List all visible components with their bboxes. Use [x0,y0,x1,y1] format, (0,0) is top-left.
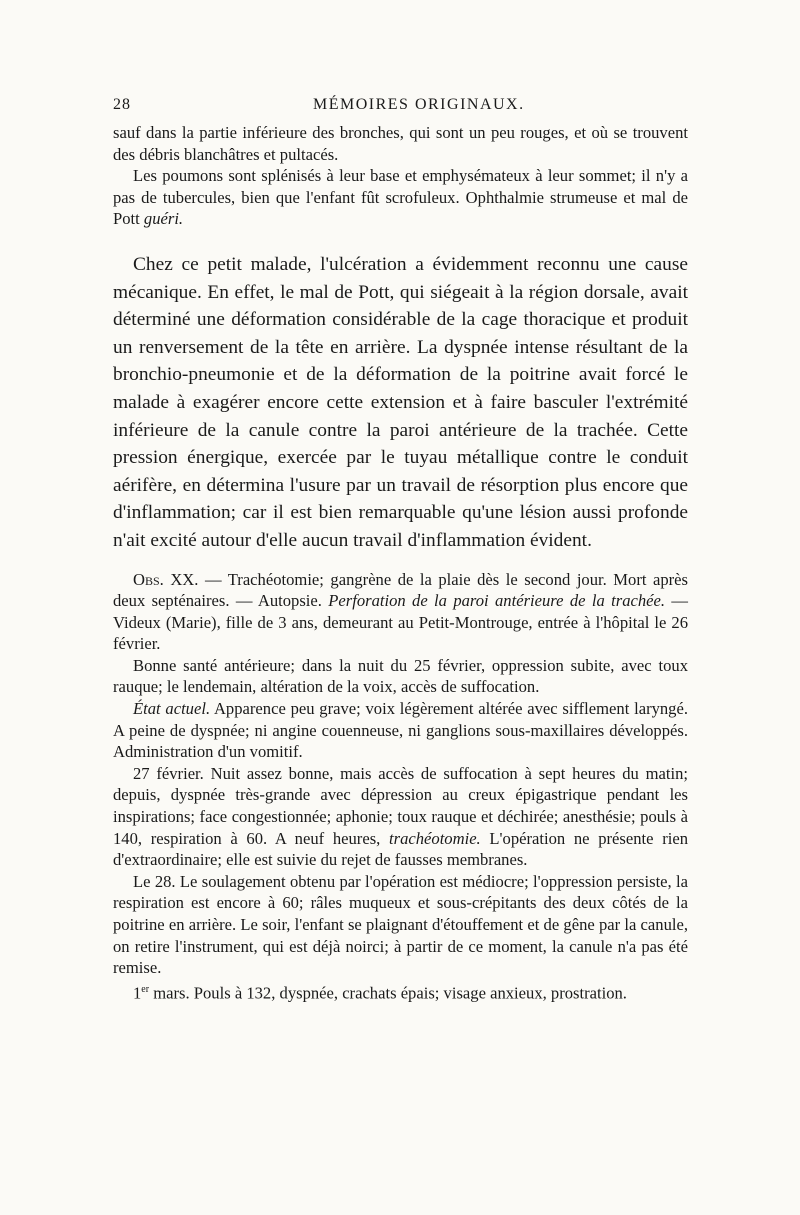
gueri-italic: guéri. [143,209,184,229]
tracheotomie-italic: trachéotomie. [389,828,481,848]
lungs-text: Les poumons sont splénisés à leur base et emphysémateux à leur sommet; il n'y a pas de tubercules, bien que l'enfant fût scrofuleux. Ophthalmie strumeuse et mal de Pott [113,166,688,229]
observation-section [113,569,688,1004]
observation-italic-title: Perforation de la paroi antérieure de la trachée. [328,591,666,611]
observation-label: Obs. XX. [133,569,199,589]
feb-27-text-a: 27 février. Nuit assez bonne, mais accès de suffocation à sept heures du matin; depuis, dyspnée très-grande avec dépression au creux épigastrique pendant les inspirations; face congestionnée; aphonie; toux rauque et déchirée; anesthésie; pouls à 140, respiration à 60. A neuf heures, [113,763,688,848]
march-1-num: 1 [133,983,142,1003]
running-title: MÉMOIRES ORIGINAUX. [313,96,525,113]
march-1-text: mars. Pouls à 132, dyspnée, crachats épais; visage anxieux, prostration. [149,983,627,1003]
feb-27-text-b: L'opération ne présente rien d'extraordinaire; elle est suivie du rejet de fausses membranes. [113,828,688,870]
page-header [113,96,688,122]
current-state-paragraph [113,698,688,763]
etat-actuel-label: État actuel. [133,699,211,719]
march-1-paragraph [113,979,688,1004]
lungs-paragraph [113,165,688,230]
prior-health-paragraph: Bonne santé antérieure; dans la nuit du 25 février, oppression subite, avec toux rauque; le lendemain, altération de la voix, accès de suffocation. [113,655,688,697]
march-1-sup: er [141,983,150,995]
observation-intro: — Trachéotomie; gangrène de la plaie dès le second jour. Mort après deux septénaires. — Autopsie. [113,569,688,611]
feb-28-paragraph: Le 28. Le soulagement obtenu par l'opération est médiocre; l'oppression persiste, la respiration est encore à 60; râles muqueux et sous-crépitants des deux côtés de la poitrine en arrière. Le soir, l'enfant se plaignant d'étouffement et de gêne par la canule, on retire l'instrument, qui est déjà noirci; à partir de ce moment, la canule n'a pas été remise. [113,871,688,978]
etat-actuel-text: Apparence peu grave; voix légèrement altérée avec sifflement laryngé. A peine de dyspnée; ni angine couenneuse, ni ganglions sous-maxillaires développés. Administration d'un vomitif. [113,699,688,762]
commentary-paragraph: Chez ce petit malade, l'ulcération a évidemment reconnu une cause mécanique. En effet, le mal de Pott, qui siégeait à la région dorsale, avait déterminé une déformation considérable de la cage thoracique et produit un renversement de la tête en arrière. La dyspnée intense résultant de la bronchio-pneumonie et de la déformation de la poitrine avait forcé le malade à exagérer encore cette extension et à faire basculer l'extrémité inférieure de la canule contre la paroi antérieure de la trachée. Cette pression énergique, exercée par le tuyau métallique contre le conduit aérifère, en détermina l'usure par un travail de résorption plus encore que d'inflammation; car il est bien remarquable qu'une lésion aussi profonde n'ait excité autour d'elle aucun travail d'inflammation évident. [113,253,688,551]
observation-heading [113,569,688,655]
page-number: 28 [113,96,131,113]
autopsy-paragraph: sauf dans la partie inférieure des bronches, qui sont un peu rouges, et où se trouvent des débris blanchâtres et pultacés. [113,123,688,164]
commentary-block [113,251,688,555]
book-page [113,96,688,1004]
observation-patient: — Videux (Marie), fille de 3 ans, demeurant au Petit-Montrouge, entrée à l'hôpital le 26 février. [113,591,688,654]
feb-27-paragraph [113,763,688,871]
